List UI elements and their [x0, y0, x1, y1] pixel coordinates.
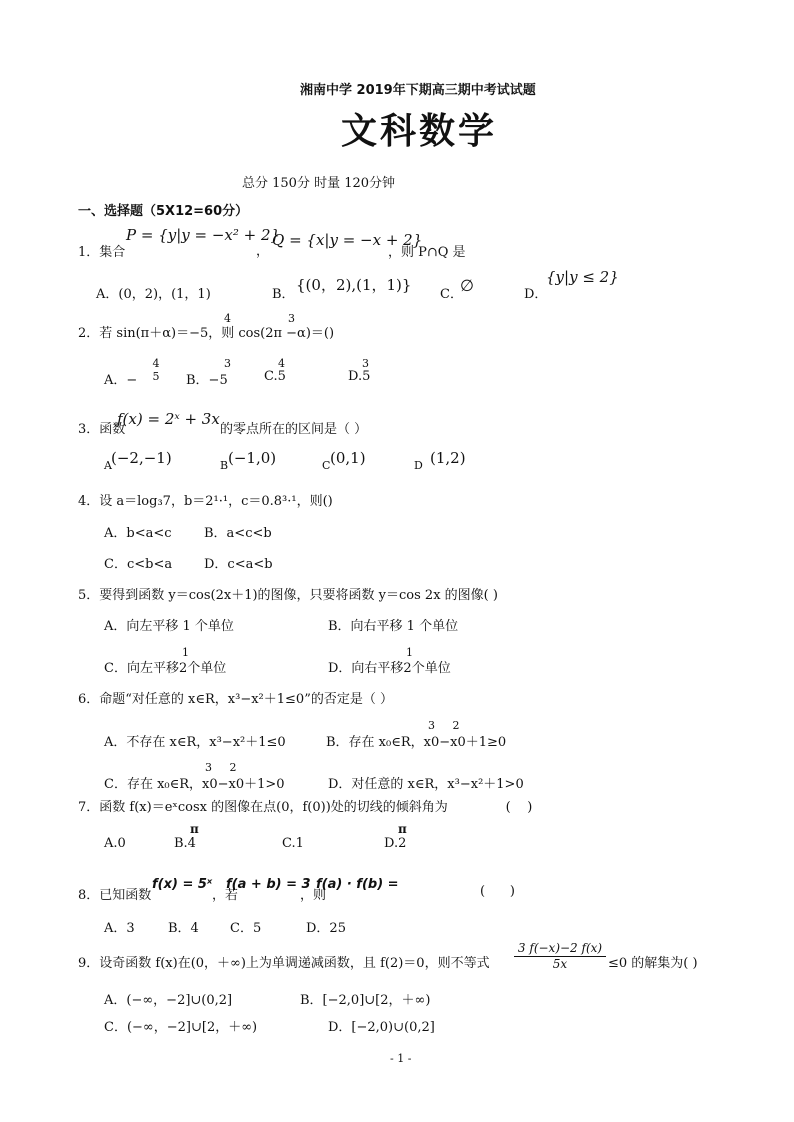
q2-option-a: A．− — [104, 373, 138, 388]
q3-stem-b: 的零点所在的区间是（ ） — [220, 422, 368, 437]
q8-condition: f(a + b) = 3 — [226, 877, 311, 892]
q2-stem: 2．若 sin(π＋α)＝−5，则 cos(2π −α)＝() — [78, 326, 335, 341]
q7-option-a: A.0 — [104, 836, 126, 851]
page-number: - 1 - — [390, 1052, 412, 1065]
q6-option-a: A．不存在 x∈R，x³−x²＋1≤0 — [104, 735, 286, 750]
q1-set-q: Q = {x|y = −x + 2} — [272, 231, 423, 249]
q5-d-num: 1 — [406, 646, 413, 659]
q8-option-a: A．3 — [104, 921, 135, 936]
q1-option-c: ∅ — [460, 276, 474, 295]
q6-c-sup: 3 2 — [205, 761, 237, 774]
q4-option-b: B．a<c<b — [204, 526, 272, 541]
q9-option-d: D．[−2,0)∪(0,2] — [328, 1020, 435, 1035]
q1-tail: ，则 P∩Q 是 — [388, 245, 466, 260]
q9-option-c: C．(−∞，−2]∪[2，＋∞) — [104, 1020, 258, 1035]
q8-option-b: B．4 — [168, 921, 199, 936]
q1-option-d-label: D． — [524, 287, 548, 302]
q2-option-c: C.5 — [264, 369, 286, 384]
q8-stem-c: ，则 — [300, 888, 327, 903]
q5-option-c: C．向左平移2个单位 — [104, 661, 227, 676]
q6-option-c: C．存在 x₀∈R，x0−x0＋1>0 — [104, 777, 285, 792]
q7-option-c: C.1 — [282, 836, 304, 851]
q5-c-num: 1 — [182, 646, 189, 659]
q6-option-d: D．对任意的 x∈R，x³−x²＋1>0 — [328, 777, 524, 792]
exam-title: 文科数学 — [341, 110, 498, 152]
q9-option-a: A．(−∞，−2]∪(0,2] — [104, 993, 233, 1008]
q9-fraction-denominator: 5x — [552, 957, 568, 971]
q4-option-d: D．c<a<b — [204, 557, 273, 572]
q3-option-d: (1,2) — [430, 449, 466, 467]
q4-stem: 4．设 a＝log₃7，b＝2¹·¹，c＝0.8³·¹，则() — [78, 494, 333, 509]
q9-stem-a: 9．设奇函数 f(x)在(0，＋∞)上为单调递减函数，且 f(2)＝0，则不等式 — [78, 956, 490, 971]
q9-fraction-numerator: 3 f(−x)−2 f(x) — [514, 941, 606, 957]
q2-num-1: 4 — [224, 312, 231, 325]
q9-option-b: B．[−2,0]∪[2，＋∞) — [300, 993, 431, 1008]
q7-option-b: B.4 — [174, 836, 196, 851]
q2-option-d: D.5 — [348, 369, 371, 384]
q3-option-c: (0,1) — [330, 449, 366, 467]
q5-stem: 5．要得到函数 y＝cos(2x＋1)的图像，只要将函数 y＝cos 2x 的图像( ) — [78, 588, 498, 603]
q3-option-a-label: A — [104, 459, 112, 472]
q6-stem: 6．命题“对任意的 x∈R，x³−x²＋1≤0”的否定是（ ） — [78, 692, 393, 707]
q2-d-num: 3 — [362, 357, 369, 370]
exam-meta: 总分 150分 时量 120分钟 — [242, 176, 396, 191]
q3-stem-a: 3．函数 — [78, 422, 126, 437]
q8-function: f(x) = 5ˣ — [152, 877, 213, 892]
section-heading: 一、选择题（5X12=60分） — [78, 204, 249, 219]
q3-function: f(x) = 2ˣ + 3x — [117, 410, 220, 428]
q8-stem-a: 8．已知函数 — [78, 888, 152, 903]
q1-option-d: {y|y ≤ 2} — [546, 268, 619, 286]
q9-fraction — [514, 941, 606, 971]
q1-set-p: P = {y|y = −x² + 2} — [126, 226, 281, 244]
q1-option-a: A．(0，2)，(1，1) — [96, 287, 211, 302]
q7-d-num: π — [398, 822, 407, 836]
q5-option-a: A．向左平移 1 个单位 — [104, 619, 234, 634]
q7-stem: 7．函数 f(x)＝eˣcosx 的图像在点(0，f(0))处的切线的倾斜角为 ( ) — [78, 800, 533, 815]
school-header: 湘南中学 2019年下期高三期中考试试题 — [300, 83, 536, 98]
q2-b-num: 3 — [224, 357, 231, 370]
q6-b-sup: 3 2 — [428, 719, 460, 732]
q1-option-b: {(0，2),(1，1)} — [296, 276, 412, 294]
q7-option-d: D.2 — [384, 836, 407, 851]
q2-c-num: 4 — [278, 357, 285, 370]
q9-stem-b: ≤0 的解集为( ) — [608, 956, 698, 971]
q4-option-a: A．b<a<c — [104, 526, 172, 541]
q2-option-b: B．−5 — [186, 373, 228, 388]
q3-option-b-label: B — [220, 459, 229, 472]
q3-option-a: (−2,−1) — [111, 449, 172, 467]
q4-option-c: C．c<b<a — [104, 557, 173, 572]
q1-comma: ， — [256, 244, 270, 259]
q3-option-c-label: C — [322, 459, 331, 472]
q2-a-den: 5 — [152, 370, 160, 383]
q1-stem: 1．集合 — [78, 245, 126, 260]
q6-option-b: B．存在 x₀∈R，x0−x0＋1≥0 — [326, 735, 507, 750]
q3-option-d-label: D — [414, 459, 423, 472]
q2-num-2: 3 — [288, 312, 295, 325]
q7-b-num: π — [190, 822, 199, 836]
q8-option-c: C．5 — [230, 921, 262, 936]
q8-option-d: D．25 — [306, 921, 346, 936]
q8-stem-b: ，若 — [212, 888, 239, 903]
q1-option-b-label: B． — [272, 287, 295, 302]
q2-option-a-fraction — [150, 357, 162, 383]
q8-target: f(a) · f(b) = — [316, 877, 399, 892]
q1-option-c-label: C． — [440, 287, 463, 302]
q5-option-b: B．向右平移 1 个单位 — [328, 619, 459, 634]
q5-option-d: D．向右平移2个单位 — [328, 661, 451, 676]
q8-paren: ( ) — [480, 884, 515, 899]
q3-option-b: (−1,0) — [228, 449, 277, 467]
q2-a-num: 4 — [152, 357, 160, 370]
